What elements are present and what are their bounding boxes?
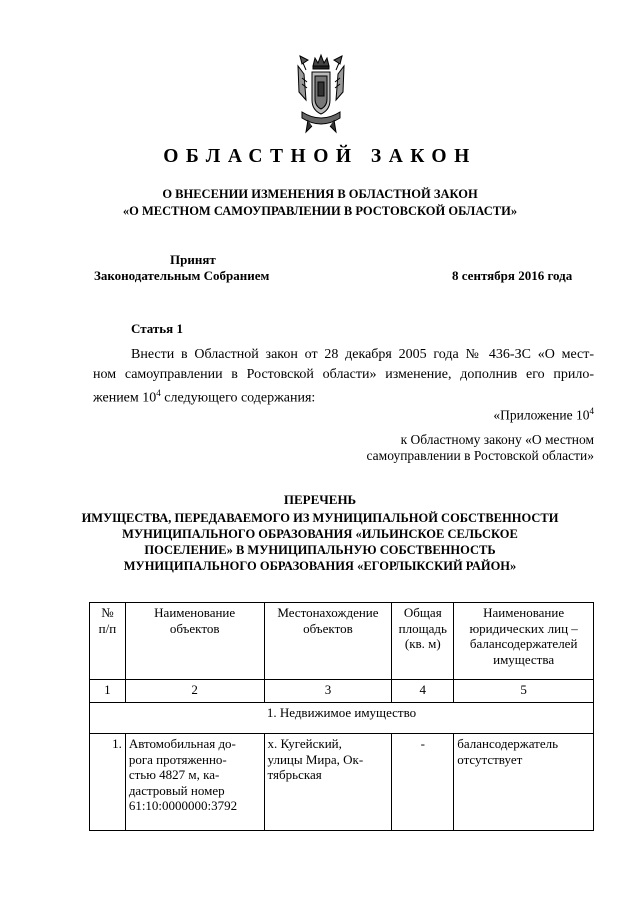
header-cell-name	[125, 603, 264, 680]
cell-line: улицы Мира, Ок-	[267, 751, 364, 767]
article-line-end: следующего содержания:	[160, 390, 316, 406]
appendix-label	[332, 401, 594, 426]
adoption-date: 8 сентября 2016 года	[452, 268, 573, 283]
cell-line: Автомобильная до-	[128, 736, 236, 751]
adopted-label: Принят	[170, 252, 216, 267]
header-text: п/п	[98, 620, 117, 636]
list-title: ПЕРЕЧЕНЬ	[283, 492, 357, 507]
appendix-line: к Областному закону «О местном	[400, 431, 594, 447]
header-cell-location	[264, 603, 392, 680]
column-number-row	[90, 680, 594, 703]
assembly-label: Законодательным Собранием	[94, 268, 270, 283]
object-name-cell	[125, 734, 264, 831]
cell-line: отсутствует	[457, 751, 523, 767]
cell-line: стью 4827 м, ка-	[128, 767, 220, 782]
header-text: балансодержателей	[469, 636, 578, 651]
cell-line: х. Кугейский,	[267, 736, 342, 751]
header-text: №	[101, 605, 114, 620]
law-title: ОБЛАСТНОЙ ЗАКОН	[163, 146, 477, 167]
law-subtitle	[0, 186, 640, 220]
article-line: Внести в Областной закон от 28 декабря 2005 года № 436-ЗС «О мест-	[131, 347, 594, 362]
list-subtitle-line: ПОСЕЛЕНИЕ» В МУНИЦИПАЛЬНУЮ СОБСТВЕННОСТЬ	[144, 543, 496, 557]
header-text: объектов	[303, 620, 353, 636]
object-location-cell	[264, 734, 392, 831]
header-text: (кв. м)	[404, 636, 441, 651]
column-number: 5	[454, 680, 594, 703]
article-text	[93, 345, 594, 408]
list-subtitle-line: ИМУЩЕСТВА, ПЕРЕДАВАЕМОГО ИЗ МУНИЦИПАЛЬНОЙ СОБСТВЕННОСТИ	[81, 511, 559, 525]
coat-of-arms-icon	[296, 52, 346, 134]
cell-line: тябрьская	[267, 767, 322, 782]
appendix-line: самоуправлении в Ростовской области»	[366, 447, 594, 463]
header-text: имущества	[493, 651, 555, 667]
cell-line: дастровый номер	[128, 782, 225, 798]
header-text: юридических лиц –	[469, 620, 578, 636]
row-number: 1.	[90, 734, 126, 831]
property-table	[89, 602, 594, 831]
header-text: Общая	[403, 605, 442, 620]
column-number: 2	[125, 680, 264, 703]
header-cell-number	[90, 603, 126, 680]
section-title: 1. Недвижимое имущество	[90, 703, 594, 734]
header-text: Местонахождение	[277, 605, 379, 620]
subtitle-line: О ВНЕСЕНИИ ИЗМЕНЕНИЯ В ОБЛАСТНОЙ ЗАКОН	[162, 187, 478, 201]
header-text: Наименование	[154, 605, 236, 620]
balance-holder-cell	[454, 734, 594, 831]
header-cell-area	[392, 603, 454, 680]
table-row	[90, 734, 594, 831]
cell-line: рога протяженно-	[128, 751, 227, 767]
header-cell-holder	[454, 603, 594, 680]
list-subtitle-line: МУНИЦИПАЛЬНОГО ОБРАЗОВАНИЯ «ИЛЬИНСКОЕ СЕЛЬСКОЕ	[122, 527, 518, 541]
appendix-label-text: «Приложение 10	[493, 407, 590, 423]
section-row	[90, 703, 594, 734]
article-line-start: жением 10	[93, 390, 157, 406]
list-subtitle	[0, 510, 640, 574]
object-area-cell: -	[392, 734, 454, 831]
column-number: 1	[90, 680, 126, 703]
cell-line: 61:10:0000000:3792	[128, 798, 238, 813]
column-number: 3	[264, 680, 392, 703]
cell-line: балансодержатель	[457, 736, 559, 751]
superscript: 4	[589, 406, 594, 416]
appendix-reference	[332, 401, 594, 464]
header-text: объектов	[169, 620, 220, 636]
article-line: ном самоуправлении в Ростовской области» изменение, дополнив его прило-	[93, 366, 594, 382]
header-text: Наименование	[483, 605, 565, 620]
subtitle-line: «О МЕСТНОМ САМОУПРАВЛЕНИИ В РОСТОВСКОЙ ОБЛАСТИ»	[122, 204, 518, 218]
article-heading: Статья 1	[131, 321, 183, 336]
list-subtitle-line: МУНИЦИПАЛЬНОГО ОБРАЗОВАНИЯ «ЕГОРЛЫКСКИЙ РАЙОН»	[123, 559, 517, 573]
superscript: 4	[156, 388, 161, 398]
table-header-row	[90, 603, 594, 680]
column-number: 4	[392, 680, 454, 703]
header-text: площадь	[398, 620, 447, 636]
